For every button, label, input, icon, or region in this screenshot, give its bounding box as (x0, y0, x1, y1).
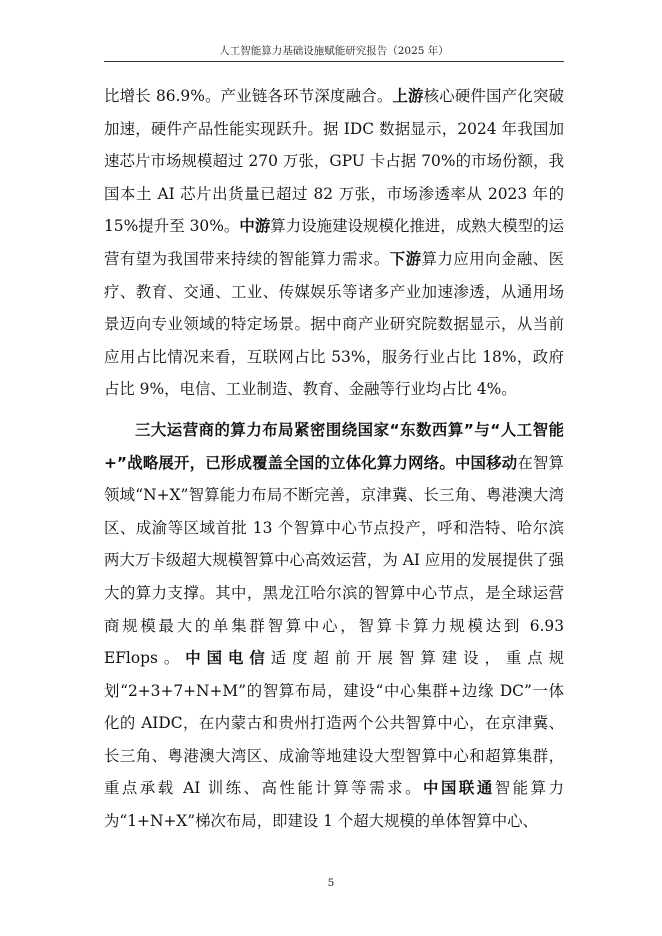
bold-lead-sentence: 三大运营商的算力布局紧密围绕国家“东数西算”与“人工智能+”战略展开，已形成覆盖全国的立体化算力网络。 (104, 420, 564, 472)
text-span: 适度超前开展智算建设，重点规划“2+3+7+N+M”的智算布局，建设“中心集群+边缘 DC”一体化的 AIDC，在内蒙古和贵州打造两个公共智算中心，在京津冀、长三角、粤港澳大湾区、成渝等地建设大型智算中心和超算集群，重点承载 AI 训练、高性能计算等需求。 (104, 649, 564, 798)
paragraph-industry-chain (104, 80, 564, 406)
text-span: 核心硬件国产化突破加速，硬件产品性能实现跃升。据 IDC 数据显示，2024 年我国加速芯片市场规模超过 270 万张，GPU 卡占据 70%的市场份额，我国本土 AI 芯片出货量已超过 82 万张，市场渗透率从 2023 年的 15%提升至 30%。 (104, 87, 564, 236)
bold-term-china-mobile: 中国移动 (454, 453, 518, 472)
text-span: 算力应用向金融、医疗、教育、交通、工业、传媒娱乐等诸多产业加速渗透，从通用场景迈向专业领域的特定场景。据中商产业研究院数据显示，从当前应用占比情况来看，互联网占比 53%，服务行业占比 18%，政府占比 9%，电信、工业制造、教育、金融等行业均占比 4%。 (104, 249, 564, 399)
header-rule (104, 61, 564, 62)
bold-term-midstream: 中游 (239, 217, 271, 236)
bold-term-china-unicom: 中国联通 (423, 779, 495, 798)
text-span: 智能算力为“1+N+X”梯次布局，即建设 1 个超大规模的单体智算中心、 (104, 779, 564, 831)
text-span: 算力设施建设规模化推进，成熟大模型的运营有望为我国带来持续的智能算力需求。 (104, 217, 564, 268)
bold-term-downstream: 下游 (389, 249, 422, 268)
page-number: 5 (327, 877, 335, 889)
bold-term-upstream: 上游 (392, 87, 424, 105)
running-header: 人工智能算力基础设施赋能研究报告（2025 年） (219, 45, 449, 57)
bold-term-china-telecom: 中国电信 (185, 649, 271, 668)
text-span: 比增长 86.9%。产业链各环节深度融合。 (104, 87, 393, 105)
paragraph-operators (104, 414, 564, 838)
body-text (104, 80, 564, 838)
text-span: 在智算领域“N+X”智算能力布局不断完善，京津冀、长三角、粤港澳大湾区、成渝等区域首批 13 个智算中心节点投产，呼和浩特、哈尔滨两大万卡级超大规模智算中心高效运营，为 AI 应用的发展提供了强大的算力支撑。其中，黑龙江哈尔滨的智算中心节点，是全球运营商规模最大的单集群智算中心，智算卡算力规模达到 6.93 EFlops。 (104, 453, 564, 668)
